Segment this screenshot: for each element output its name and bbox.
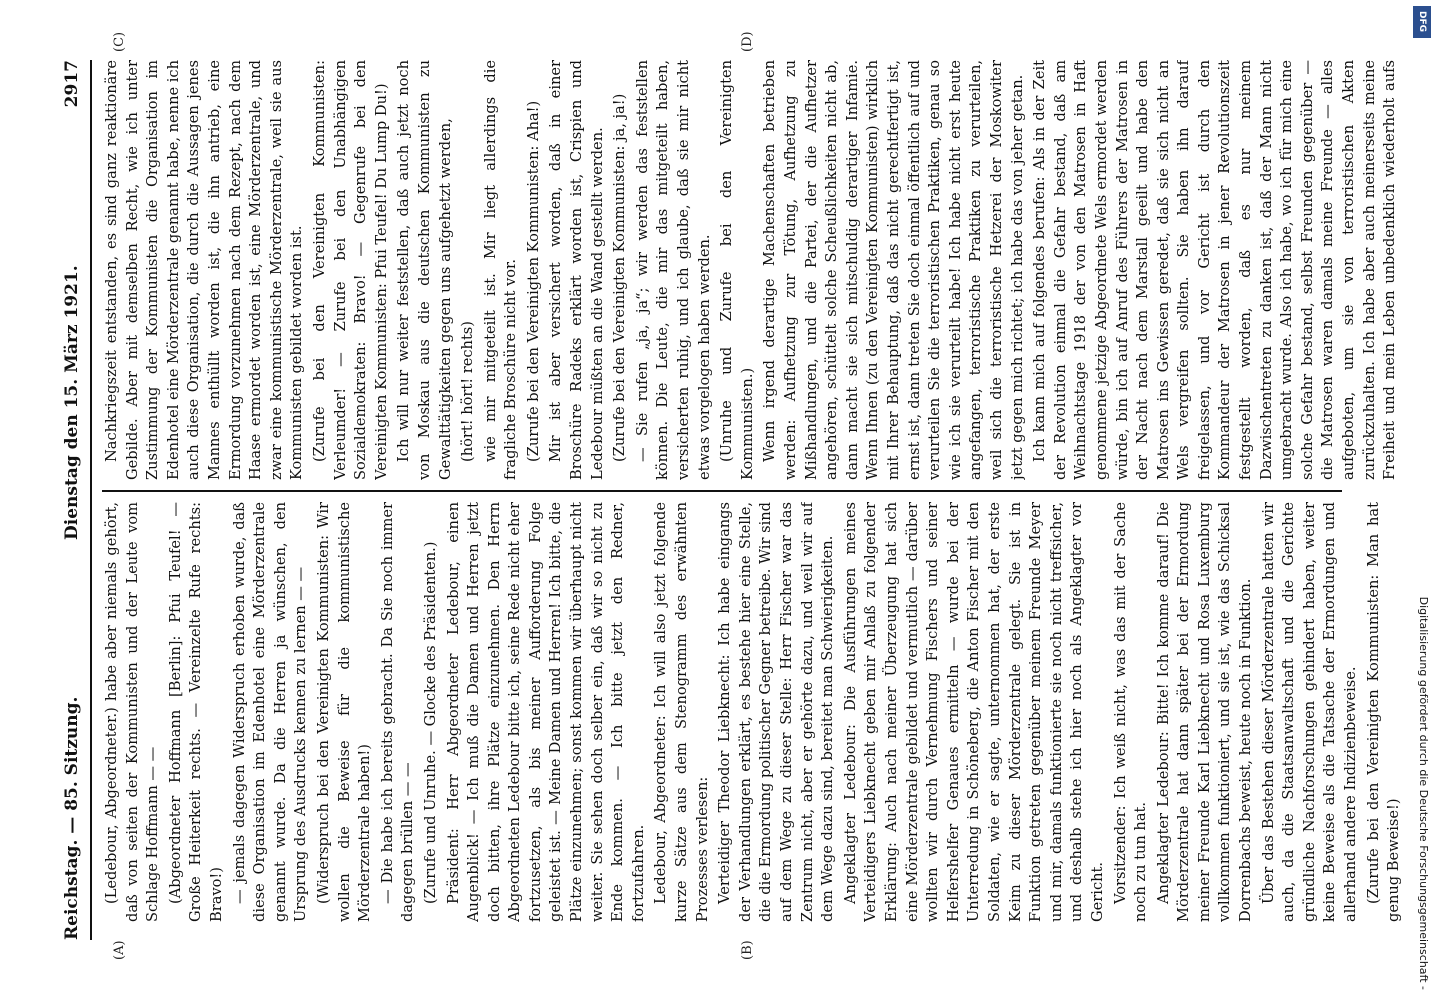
paragraph: (hört! hört! rechts) bbox=[459, 321, 477, 462]
paragraph: (Zurufe bei den Vereinigten Kommunisten: ja, ja!) bbox=[611, 93, 629, 462]
paragraph: (Zurufe bei den Vereinigten Kommunisten: Verleumder! — Zurufe bei den Unabhängigen Sozialdemokraten: Bravo! — Gegenrufe bei den Vereinigten Kommunisten: Pfui Teufel! Du Lump Du!) bbox=[310, 60, 390, 480]
dfg-badge: DFG bbox=[1413, 6, 1431, 38]
page-number: 2917 bbox=[62, 60, 82, 108]
paragraph: (Widerspruch bei den Vereinigten Kommunisten: Wir wollen die Beweise für die kommunistische Mörderzentrale haben!) bbox=[314, 502, 374, 922]
header-rule bbox=[90, 60, 92, 940]
paragraph: — Sie rufen „ja, ja“; wir werden das feststellen können. Die Leute, die mir das mitgeteilt haben, versicherten ruhig, und ich glaube, daß sie mir nicht etwas vorgelogen haben werden. bbox=[633, 60, 713, 480]
paragraph: (Ledebour, Abgeordneter.) habe aber niemals gehört, daß von seiten der Kommunisten und der Leute vom Schlage Hoffmann — — bbox=[103, 502, 162, 922]
right-text-column bbox=[102, 60, 1402, 480]
column-separator bbox=[102, 490, 1342, 492]
header-left: Reichstag. — 85. Sitzung. bbox=[62, 696, 82, 940]
page-header bbox=[62, 60, 86, 940]
margin-marker-c: (C) bbox=[112, 31, 127, 52]
paragraph: Wenn irgend derartige Machenschaften betrieben werden: Aufhetzung zur Tötung, Aufhetzung zu Mißhandlungen, und die Partei, der die Aufhetzer angehören, schüttelt solche Scheußlichkeiten nicht ab, dann macht sie sich mitschuldig derartiger Infamie. Wenn Ihnen (zu den Vereinigten Kommunisten) wirklich mit Ihrer Behauptung, daß das nicht gerechtfertigt ist, ernst ist, dann treten Sie doch einmal öffentlich auf und verurteilen Sie die terroristischen Praktiken, genau so wie ich sie verurteilt habe! Ich habe nicht erst heute angefangen, terroristische Praktiken zu verurteilen, weil sich die terroristische Hetzerei der Moskowiter jetzt gegen mich richtet; ich habe das von jeher getan. bbox=[761, 60, 1026, 480]
paragraph: Vorsitzender: Ich weiß nicht, was das mit der Sache noch zu tun hat. bbox=[1111, 502, 1150, 922]
paragraph: Präsident: Herr Abgeordneter Ledebour, einen Augenblick! — Ich muß die Damen und Herren jetzt doch bitten, ihre Plätze einzunehmen. Den Herrn Abgeordneten Ledebour bitte ich, seine Rede nicht eher fortzusetzen, als bis meiner Aufforderung Folge geleistet ist. — Meine Damen und Herren! Ich bitte, die Plätze einzunehmen; sonst kommen wir überhaupt nicht weiter. Sie sehen doch selber ein, daß wir so nicht zu Ende kommen. — Ich bitte jetzt den Redner, fortzufahren. bbox=[444, 502, 647, 922]
credit-text: Digitalisierung gefördert durch die Deutsche Forschungsgemeinschaft - bbox=[1417, 596, 1430, 990]
paragraph: Nachkriegszeit entstanden, es sind ganz reaktionäre Gebilde. Aber mit demselben Recht, wie ich unter Zustimmung der Kommunisten die Organisation im Edenhotel eine Mörderzentrale genannt habe, nenne ich auch diese Organisation, die durch die Aussagen jenes Mannes enthüllt worden ist, die ihn antrieb, eine Ermordung vorzunehmen nach dem Rezept, nach dem Haase ermordet worden ist, eine Mörderzentrale, und zwar eine kommunistische Mörderzentrale, weil sie aus Kommunisten gebildet worden ist. bbox=[103, 60, 306, 480]
paragraph: Angeklagter Ledebour: Bitte! Ich komme darauf! Die Mörderzentrale hat dann später bei der Ermordung meiner Freunde Karl Liebknecht und Rosa Luxemburg vollkommen funktioniert, und sie ist, wie das Schicksal Dorrenbachs beweist, heute noch in Funktion. bbox=[1154, 502, 1255, 922]
paragraph: Ich will nur weiter feststellen, daß auch jetzt noch von Moskau aus die deutschen Kommunisten zu Gewalttätigkeiten gegen uns aufgehetzt werden, bbox=[395, 60, 454, 480]
left-text-column bbox=[102, 502, 1402, 922]
paragraph: (Unruhe und Zurufe bei den Vereinigten Kommunisten.) bbox=[718, 60, 756, 480]
margin-marker-d: (D) bbox=[740, 31, 755, 52]
paragraph: Über das Bestehen dieser Mörderzentrale hatten wir auch, da die Staatsanwaltschaft und die Gerichte gründliche Nachforschungen gehindert haben, weiter keine Beweise als die Tatsache der Ermordungen und allerhand andere Indizienbeweise. bbox=[1259, 502, 1360, 922]
paragraph: Ich kann mich auf folgendes berufen: Als in der Zeit der Revolution einmal die Gefahr bestand, daß am Weihnachtstage 1918 der von den Matrosen in Haft genommene jetzige Abgeordnete Wels ermordet werden würde, bin ich auf Anruf des Führers der Matrosen in der Nacht nach dem Marstall geeilt und habe den Matrosen ins Gewissen geredet, daß sie sich nicht an Wels vergreifen sollten. Sie haben ihn darauf freigelassen, und vor Gericht ist durch den Kommandeur der Matrosen in jener Revolutionszeit festgestellt worden, daß es nur meinem Dazwischentreten zu danken ist, daß der Mann nicht umgebracht wurde. Also ich habe, wo ich für mich eine solche Gefahr bestand, selbst Freunden gegenüber — die Matrosen waren damals meine Freunde — alles aufgeboten, um sie von terroristischen Akten zurückzuhalten. Ich habe aber auch meinerseits meine Freiheit und mein Leben unbedenklich wiederholt aufs bbox=[1031, 60, 1399, 480]
paragraph: Ledebour, Abgeordneter: Ich will also jetzt folgende kurze Sätze aus dem Stenogramm des erwähnten Prozesses verlesen: bbox=[652, 502, 711, 922]
margin-marker-b: (B) bbox=[740, 940, 755, 960]
paragraph: Verteidiger Theodor Liebknecht: Ich habe eingangs der Verhandlungen erklärt, es bestehe hier eine Stelle, die die Ermordung politischer Gegner betreibe. Wir sind auf dem Wege zu dieser Stelle: Herr Fischer war das Zentrum nicht, aber er gehörte dazu, und weil wir auf dem Wege dazu sind, bereitet man Schwierigkeiten. bbox=[716, 502, 837, 922]
paragraph: Angeklagter Ledebour: Die Ausführungen meines Verteidigers Liebknecht geben mir Anlaß zu folgender Erklärung: Auch nach meiner Überzeugung hat sich eine Mörderzentrale gebildet und vermutlich — darüber wollten wir durch Vernehmung Fischers und seiner Helfershelfer Genaues ermitteln — wurde bei der Unterredung in Schöneberg, die Anton Fischer mit den Soldaten, wie er sagte, unternommen hat, der erste Keim zu dieser Mörderzentrale gelegt. Sie ist in Funktion getreten gegenüber meinem Freunde Meyer und mir, damals funktionierte sie noch nicht treffsicher, und deshalb stehe ich hier noch als Angeklagter vor Gericht. bbox=[841, 502, 1106, 922]
paragraph: (Zurufe bei den Vereinigten Kommunisten: Man hat genug Beweise!) bbox=[1364, 502, 1402, 922]
paragraph: — Die habe ich bereits gebracht. Da Sie noch immer dagegen brüllen — — bbox=[378, 502, 417, 922]
digitization-credit bbox=[1412, 10, 1432, 990]
paragraph: wie mir mitgeteilt ist. Mir liegt allerdings die fragliche Broschüre nicht vor. bbox=[481, 60, 520, 480]
paragraph: (Zurufe bei den Vereinigten Kommunisten: Aha!) bbox=[524, 100, 542, 462]
margin-marker-a: (A) bbox=[112, 940, 127, 960]
paragraph: Mir ist aber versichert worden, daß in einer Broschüre Radeks erklärt worden ist, Crispien und Ledebour müßten an die Wand gestellt werden. bbox=[547, 60, 606, 480]
paragraph: (Abgeordneter Hoffmann [Berlin]: Pfui Teufel! — Große Heiterkeit rechts. — Vereinzelte Rufe rechts: Bravo!) bbox=[166, 502, 225, 922]
header-date: Dienstag den 15. März 1921. bbox=[62, 265, 82, 540]
paragraph: — jemals dagegen Widerspruch erhoben wurde, daß diese Organisation im Edenhotel eine Mörderzentrale genannt wurde. Da die Herren ja wünschen, den Ursprung des Ausdrucks kennen zu lernen — — bbox=[230, 502, 310, 922]
paragraph: (Zurufe und Unruhe. — Glocke des Präsidenten.) bbox=[421, 541, 439, 904]
